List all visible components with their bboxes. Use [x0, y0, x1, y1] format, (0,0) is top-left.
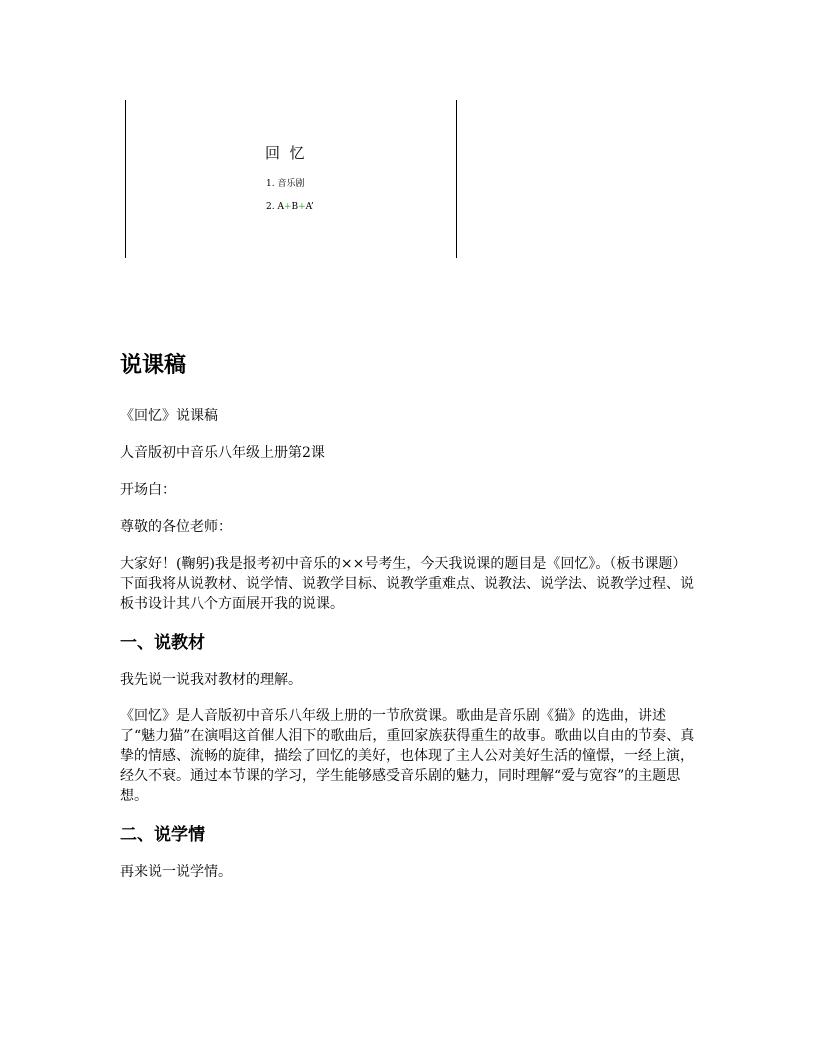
board-plus-1: +: [283, 202, 292, 212]
board-left-border: [125, 100, 126, 258]
greeting: 尊敬的各位老师：: [120, 519, 232, 535]
section-heading-textbook: 一、说教材: [120, 633, 205, 653]
board-title: 回 忆: [265, 144, 305, 162]
board-item-2-a: 2. A: [266, 202, 284, 212]
board-item-1: 1. 音乐剧: [266, 179, 305, 189]
section1-paragraph-2: 《回忆》是人音版初中音乐八年级上册的一节欣赏课。歌曲是音乐剧《猫》的选曲，讲述了“魅力猫”在演唱这首催人泪下的歌曲后，重回家族获得重生的故事。歌曲以自由的节奏、真挚的情感、流畅的旋律，描绘了回忆的美好，也体现了主人公对美好生活的憧憬，一经上演，经久不衰。通过本节课的学习，学生能够感受音乐剧的魅力，同时理解“爱与宽容”的主题思想。: [120, 708, 695, 804]
lesson-title: 《回忆》说课稿: [120, 408, 218, 424]
board-item-2-b: B: [291, 202, 299, 212]
board-plus-2: +: [298, 202, 306, 212]
board-item-2-c: A’: [305, 202, 314, 212]
section1-paragraph-1: 我先说一说我对教材的理解。: [120, 672, 302, 688]
document-title: 说课稿: [120, 353, 187, 378]
blackboard-design: [125, 100, 457, 258]
section2-paragraph-1: 再来说一说学情。: [120, 864, 232, 880]
section-heading-students: 二、说学情: [120, 825, 205, 845]
intro-paragraph: 大家好！(鞠躬)我是报考初中音乐的××号考生，今天我说课的题目是《回忆》。（板书课题）下面我将从说教材、说学情、说教学目标、说教学重难点、说教法、说学法、说教学过程、说板书设计其八个方面展开我的说课。: [120, 556, 694, 612]
board-right-border: [456, 100, 457, 258]
textbook-info: 人音版初中音乐八年级上册第2课: [120, 445, 325, 461]
opening-label: 开场白：: [120, 482, 176, 498]
document-body: [120, 348, 700, 898]
board-item-2: [266, 202, 314, 212]
